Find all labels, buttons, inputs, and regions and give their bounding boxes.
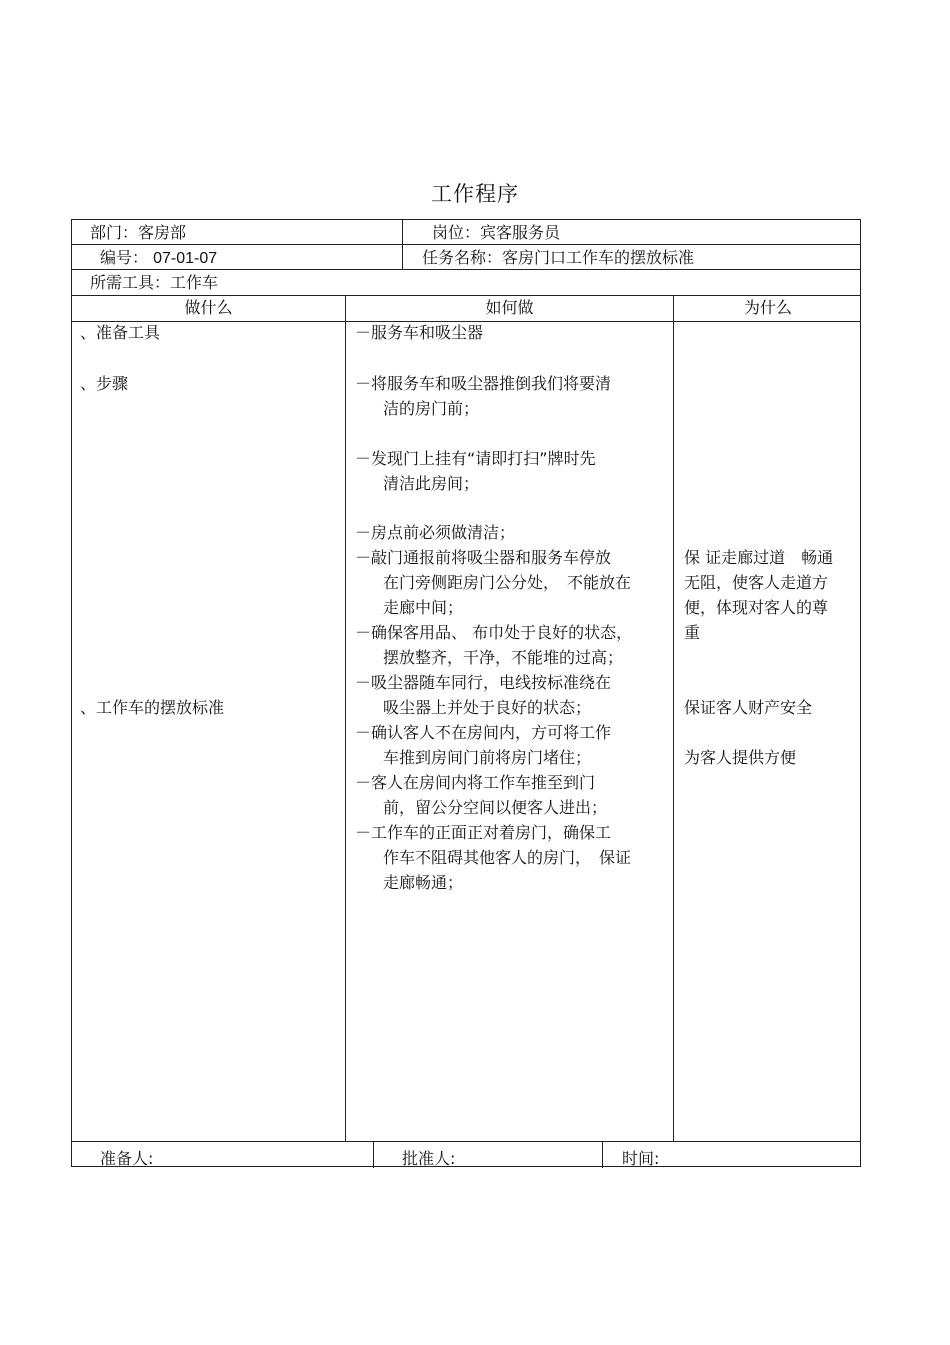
step-text: 作车不阻碍其他客人的房门， 保证 <box>383 848 632 867</box>
why-text: 为客人提供方便 <box>684 748 797 767</box>
how-step <box>355 520 675 545</box>
step-text: 敲门通报前将吸尘器和服务车停放 <box>371 548 612 567</box>
column-header-how: 如何做 <box>485 298 534 317</box>
step-text: 洁的房门前； <box>383 399 480 418</box>
what-item: 、准备工具 <box>80 323 161 342</box>
step-text: 吸尘器随车同行，电线按标准绕在 <box>371 673 612 692</box>
step-text: 走廊畅通； <box>383 873 464 892</box>
step-text: 摆放整齐，干净，不能堆的过高； <box>383 648 624 667</box>
why-text: 保 证走廊过道 畅通 <box>684 548 834 567</box>
why-item <box>684 545 854 645</box>
step-dash: － <box>355 723 372 742</box>
why-text: 保证客人财产安全 <box>684 698 813 717</box>
step-text: 工作车的正面正对着房门，确保工 <box>371 823 612 842</box>
step-dash: － <box>355 374 372 393</box>
step-dash: － <box>355 323 372 342</box>
step-text: 车推到房间门前将房门堵住； <box>383 748 592 767</box>
how-step <box>355 770 675 820</box>
column-header-why: 为什么 <box>743 298 792 317</box>
code-field <box>100 245 217 271</box>
step-dash: － <box>355 673 372 692</box>
step-text: 前，留公分空间以便客人进出； <box>383 798 608 817</box>
why-item <box>684 745 854 770</box>
department-label: 部门：客房部 <box>90 223 187 242</box>
col-divider <box>345 295 346 1141</box>
tools-label: 所需工具：工作车 <box>90 273 219 292</box>
how-step <box>355 320 675 345</box>
what-item: 、步骤 <box>80 374 129 393</box>
step-text: 清洁此房间； <box>383 474 480 493</box>
page-title: 工作程序 <box>431 182 519 206</box>
how-step <box>355 670 675 720</box>
code-label: 编号： <box>100 248 149 267</box>
position-label: 岗位：宾客服务员 <box>432 223 561 242</box>
step-text: 确认客人不在房间内，方可将工作 <box>371 723 612 742</box>
step-text: 走廊中间； <box>383 598 464 617</box>
why-text: 无阻，使客人走道方 <box>684 573 829 592</box>
how-step <box>355 620 675 670</box>
step-text: 房点前必须做清洁； <box>371 523 516 542</box>
column-header-what: 做什么 <box>184 298 233 317</box>
step-text: 客人在房间内将工作车推至到门 <box>371 773 596 792</box>
procedure-table <box>71 219 861 1167</box>
what-item: 、工作车的摆放标准 <box>80 698 225 717</box>
code-value: 07-01-07 <box>153 250 218 267</box>
step-dash: － <box>355 623 372 642</box>
step-dash: － <box>355 523 372 542</box>
step-text: 服务车和吸尘器 <box>371 323 484 342</box>
step-text: 吸尘器上并处于良好的状态； <box>383 698 592 717</box>
how-step <box>355 720 675 770</box>
step-text: 在门旁侧距房门公分处， 不能放在 <box>383 573 632 592</box>
step-text: 确保客用品、 布巾处于良好的状态， <box>371 623 633 642</box>
step-text: 将服务车和吸尘器推倒我们将要清 <box>371 374 612 393</box>
step-dash: － <box>355 823 372 842</box>
step-dash: － <box>355 548 372 567</box>
task-name-label: 任务名称：客房门口工作车的摆放标准 <box>422 248 695 267</box>
col-divider <box>373 1141 374 1168</box>
col-divider <box>402 220 403 269</box>
how-step <box>355 545 675 620</box>
step-dash: － <box>355 449 372 468</box>
why-item <box>684 695 854 720</box>
row-divider <box>72 1141 860 1142</box>
step-text: 发现门上挂有“请即打扫”牌时先 <box>371 449 596 468</box>
approver-label: 批准人: <box>402 1149 456 1168</box>
how-step <box>355 820 675 895</box>
date-label: 时间: <box>622 1149 660 1168</box>
how-step <box>355 446 675 496</box>
step-dash: － <box>355 773 372 792</box>
why-text: 便，体现对客人的尊 <box>684 598 829 617</box>
why-text: 重 <box>684 623 701 642</box>
col-divider <box>602 1141 603 1168</box>
preparer-label: 准备人: <box>100 1149 154 1168</box>
how-step <box>355 371 675 421</box>
